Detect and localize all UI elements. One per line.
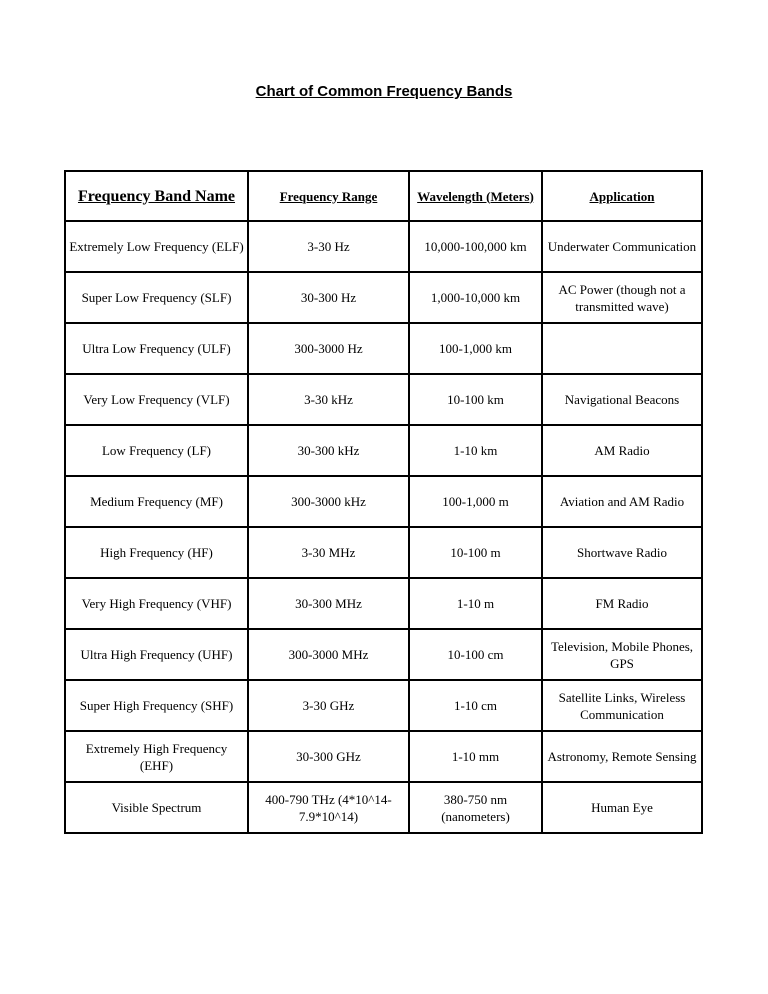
frequency-range-cell: 30-300 Hz <box>248 272 409 323</box>
application-cell: Underwater Communication <box>542 221 702 272</box>
table-row <box>65 323 702 374</box>
table-row <box>65 476 702 527</box>
wavelength-cell: 10-100 cm <box>409 629 542 680</box>
band-name-cell: Super Low Frequency (SLF) <box>65 272 248 323</box>
table-row <box>65 578 702 629</box>
band-name-cell: Super High Frequency (SHF) <box>65 680 248 731</box>
table-row <box>65 221 702 272</box>
application-cell: Human Eye <box>542 782 702 833</box>
wavelength-cell: 10-100 km <box>409 374 542 425</box>
application-cell: Aviation and AM Radio <box>542 476 702 527</box>
table-header-row <box>65 171 702 221</box>
band-name-cell: Very Low Frequency (VLF) <box>65 374 248 425</box>
frequency-range-cell: 3-30 Hz <box>248 221 409 272</box>
band-name-cell: Visible Spectrum <box>65 782 248 833</box>
header-frequency-band-name: Frequency Band Name <box>65 171 248 221</box>
application-cell: AM Radio <box>542 425 702 476</box>
application-cell: AC Power (though not a transmitted wave) <box>542 272 702 323</box>
band-name-cell: Extremely Low Frequency (ELF) <box>65 221 248 272</box>
page-title <box>0 83 768 100</box>
application-cell: Astronomy, Remote Sensing <box>542 731 702 782</box>
table-row <box>65 629 702 680</box>
table-row <box>65 527 702 578</box>
wavelength-cell: 380-750 nm (nanometers) <box>409 782 542 833</box>
frequency-range-cell: 30-300 kHz <box>248 425 409 476</box>
application-cell: Television, Mobile Phones, GPS <box>542 629 702 680</box>
band-name-cell: Ultra Low Frequency (ULF) <box>65 323 248 374</box>
wavelength-cell: 100-1,000 m <box>409 476 542 527</box>
page-title-text: Chart of Common Frequency Bands <box>255 83 513 100</box>
band-name-cell: Low Frequency (LF) <box>65 425 248 476</box>
frequency-range-cell: 300-3000 Hz <box>248 323 409 374</box>
wavelength-cell: 1-10 cm <box>409 680 542 731</box>
frequency-range-cell: 400-790 THz (4*10^14-7.9*10^14) <box>248 782 409 833</box>
wavelength-cell: 100-1,000 km <box>409 323 542 374</box>
wavelength-cell: 10,000-100,000 km <box>409 221 542 272</box>
table-row <box>65 425 702 476</box>
header-application: Application <box>542 171 702 221</box>
table-row <box>65 374 702 425</box>
frequency-range-cell: 30-300 GHz <box>248 731 409 782</box>
wavelength-cell: 10-100 m <box>409 527 542 578</box>
frequency-range-cell: 3-30 GHz <box>248 680 409 731</box>
band-name-cell: Extremely High Frequency (EHF) <box>65 731 248 782</box>
band-name-cell: Very High Frequency (VHF) <box>65 578 248 629</box>
application-cell: FM Radio <box>542 578 702 629</box>
header-frequency-range: Frequency Range <box>248 171 409 221</box>
frequency-range-cell: 300-3000 kHz <box>248 476 409 527</box>
application-cell <box>542 323 702 374</box>
wavelength-cell: 1,000-10,000 km <box>409 272 542 323</box>
band-name-cell: Ultra High Frequency (UHF) <box>65 629 248 680</box>
frequency-bands-table <box>64 170 703 834</box>
frequency-range-cell: 3-30 MHz <box>248 527 409 578</box>
table-row <box>65 272 702 323</box>
table-row <box>65 680 702 731</box>
table-row <box>65 782 702 833</box>
frequency-range-cell: 30-300 MHz <box>248 578 409 629</box>
wavelength-cell: 1-10 km <box>409 425 542 476</box>
table-body <box>65 221 702 833</box>
application-cell: Shortwave Radio <box>542 527 702 578</box>
wavelength-cell: 1-10 m <box>409 578 542 629</box>
table-row <box>65 731 702 782</box>
band-name-cell: High Frequency (HF) <box>65 527 248 578</box>
wavelength-cell: 1-10 mm <box>409 731 542 782</box>
application-cell: Satellite Links, Wireless Communication <box>542 680 702 731</box>
frequency-range-cell: 3-30 kHz <box>248 374 409 425</box>
header-wavelength: Wavelength (Meters) <box>409 171 542 221</box>
band-name-cell: Medium Frequency (MF) <box>65 476 248 527</box>
application-cell: Navigational Beacons <box>542 374 702 425</box>
frequency-range-cell: 300-3000 MHz <box>248 629 409 680</box>
